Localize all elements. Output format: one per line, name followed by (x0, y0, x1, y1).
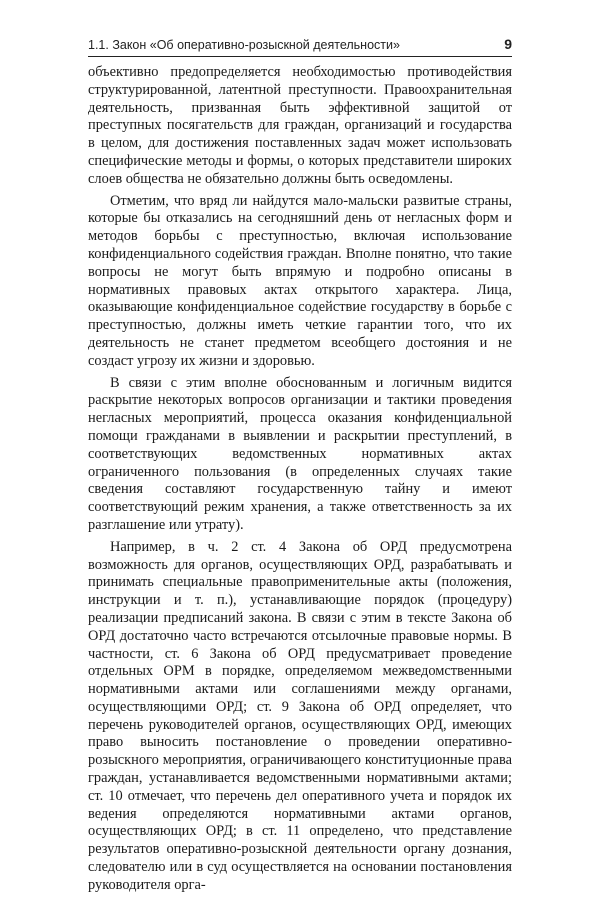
paragraph: Отметим, что вряд ли найдутся мало-мальски развитые страны, которые бы отказались на сегодняшний день от негласных форм и методов борьбы с преступностью, включая использование конфиденциального содействия граждан. Вполне понятно, что такие вопросы не могут быть впрямую и подробно описаны в нормативных правовых актах открытого характера. Лица, оказывающие конфиденциальное содействие государству в борьбе с преступностью, должны иметь четкие гарантии того, что их деятельность не станет предметом всеобщего достояния и не создаст угрозу их жизни и здоровью. (88, 192, 512, 369)
running-title: 1.1. Закон «Об оперативно-розыскной деятельности» (88, 38, 400, 52)
header-rule (88, 56, 512, 57)
paragraph: В связи с этим вполне обоснованным и логичным видится раскрытие некоторых вопросов организации и тактики проведения негласных мероприятий, процесса оказания конфиденциальной помощи гражданами в выявлении и раскрытии преступлений, в соответствующих ведомственных нормативных актах ограниченного пользования (в определенных случаях такие сведения составляют государственную тайну и имеют соответствующий режим хранения, а также ответственность за их разглашение или утрату). (88, 374, 512, 533)
body-text (88, 64, 512, 899)
page-number: 9 (504, 36, 512, 52)
running-header (88, 36, 512, 56)
paragraph: Например, в ч. 2 ст. 4 Закона об ОРД предусмотрена возможность для органов, осуществляющих ОРД, разрабатывать и принимать специальные правоприменительные акты (положения, инструкции и т. п.), устанавливающие порядок (процедуру) реализации предписаний закона. В связи с этим в тексте Закона об ОРД достаточно часто встречаются отсылочные правовые нормы. В частности, ст. 6 Закона об ОРД предусматривает проведение отдельных ОРМ в порядке, определяемом межведомственными нормативными актами или соглашениями между органами, осуществляющими ОРД; ст. 9 Закона об ОРД определяет, что перечень руководителей органов, осуществляющих ОРД, имеющих право выносить постановление о проведении оперативно-розыскного мероприятия, ограничивающего конституционные права граждан, устанавливается ведомственными нормативными актами; ст. 10 отмечает, что перечень дел оперативного учета и порядок их ведения определяются нормативными актами органов, осуществляющих ОРД; в ст. 11 определено, что представление результатов оперативно-розыскной деятельности органу дознания, следователю или в суд осуществляется на основании постановления руководителя орга- (88, 538, 512, 893)
paragraph-continuation: объективно предопределяется необходимостью противодействия структурированной, латентной преступности. Правоохранительная деятельность, призванная быть эффективной защитой от преступных посягательств для граждан, организаций и государства в целом, для достижения поставленных задач может использовать специфические методы и формы, о которых представители широких слоев общества не обязательно должны быть осведомлены. (88, 64, 512, 187)
